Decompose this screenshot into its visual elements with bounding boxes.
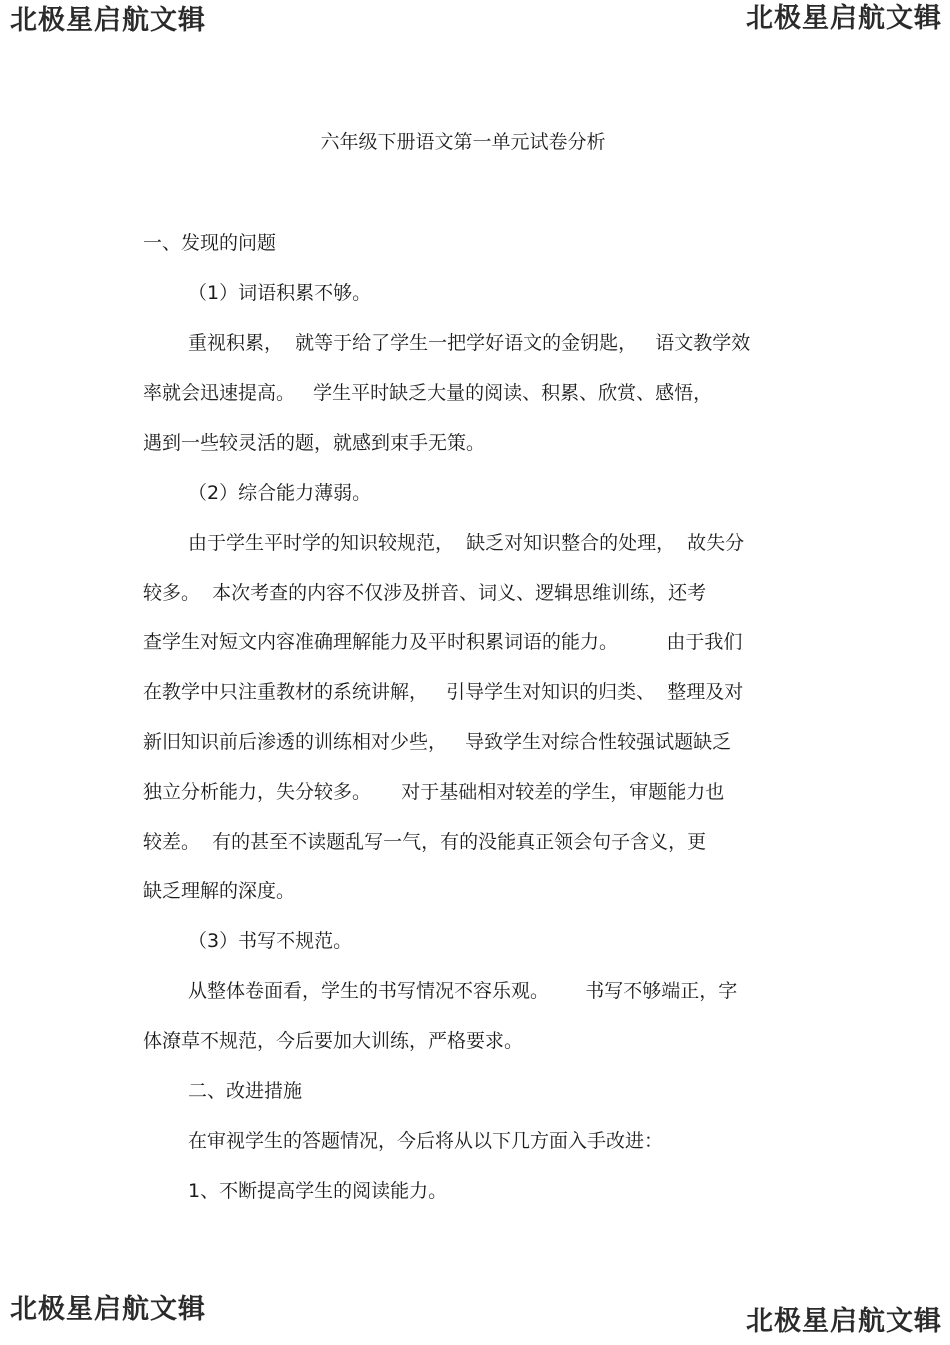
paragraph-line: 在教学中只注重教材的系统讲解， 引导学生对知识的归类、 整理及对 [143, 681, 744, 703]
paragraph-line: 在审视学生的答题情况，今后将从以下几方面入手改进： [188, 1130, 664, 1152]
page-title: 六年级下册语文第一单元试卷分析 [320, 131, 606, 153]
paragraph-line: 率就会迅速提高。 学生平时缺乏大量的阅读、积累、欣赏、感悟， [143, 382, 713, 404]
section-heading-improvements: 二、改进措施 [188, 1080, 303, 1102]
watermark-top-left: 北极星启航文辑 [10, 5, 206, 36]
watermark-bottom-right: 北极星启航文辑 [746, 1306, 942, 1337]
paragraph-line: 缺乏理解的深度。 [143, 880, 296, 902]
paragraph-line: 重视积累， 就等于给了学生一把学好语文的金钥匙， 语文教学效 [188, 332, 751, 354]
watermark-bottom-left: 北极星启航文辑 [10, 1294, 206, 1325]
paragraph-line: 遇到一些较灵活的题，就感到束手无策。 [143, 432, 486, 454]
paragraph-line: 较多。 本次考查的内容不仅涉及拼音、词义、逻辑思维训练，还考 [143, 582, 707, 604]
paragraph-line: 较差。 有的甚至不读题乱写一气，有的没能真正领会句子含义，更 [143, 831, 707, 853]
section-heading-problems: 一、发现的问题 [143, 232, 277, 254]
paragraph-line: 查学生对短文内容准确理解能力及平时积累词语的能力。 由于我们 [143, 631, 743, 653]
item-heading-comprehensive-ability: （2）综合能力薄弱。 [188, 482, 372, 504]
paragraph-line: 从整体卷面看，学生的书写情况不容乐观。 书写不够端正，字 [188, 980, 738, 1002]
paragraph-line: 独立分析能力，失分较多。 对于基础相对较差的学生，审题能力也 [143, 781, 725, 803]
paragraph-line: 新旧知识前后渗透的训练相对少些， 导致学生对综合性较强试题缺乏 [143, 731, 732, 753]
paragraph-line: 由于学生平时学的知识较规范， 缺乏对知识整合的处理， 故失分 [188, 532, 745, 554]
list-item: 1、不断提高学生的阅读能力。 [188, 1180, 448, 1202]
paragraph-line: 体潦草不规范，今后要加大训练，严格要求。 [143, 1030, 524, 1052]
watermark-top-right: 北极星启航文辑 [746, 3, 942, 34]
item-heading-vocabulary: （1）词语积累不够。 [188, 282, 372, 304]
item-heading-handwriting: （3）书写不规范。 [188, 930, 353, 952]
